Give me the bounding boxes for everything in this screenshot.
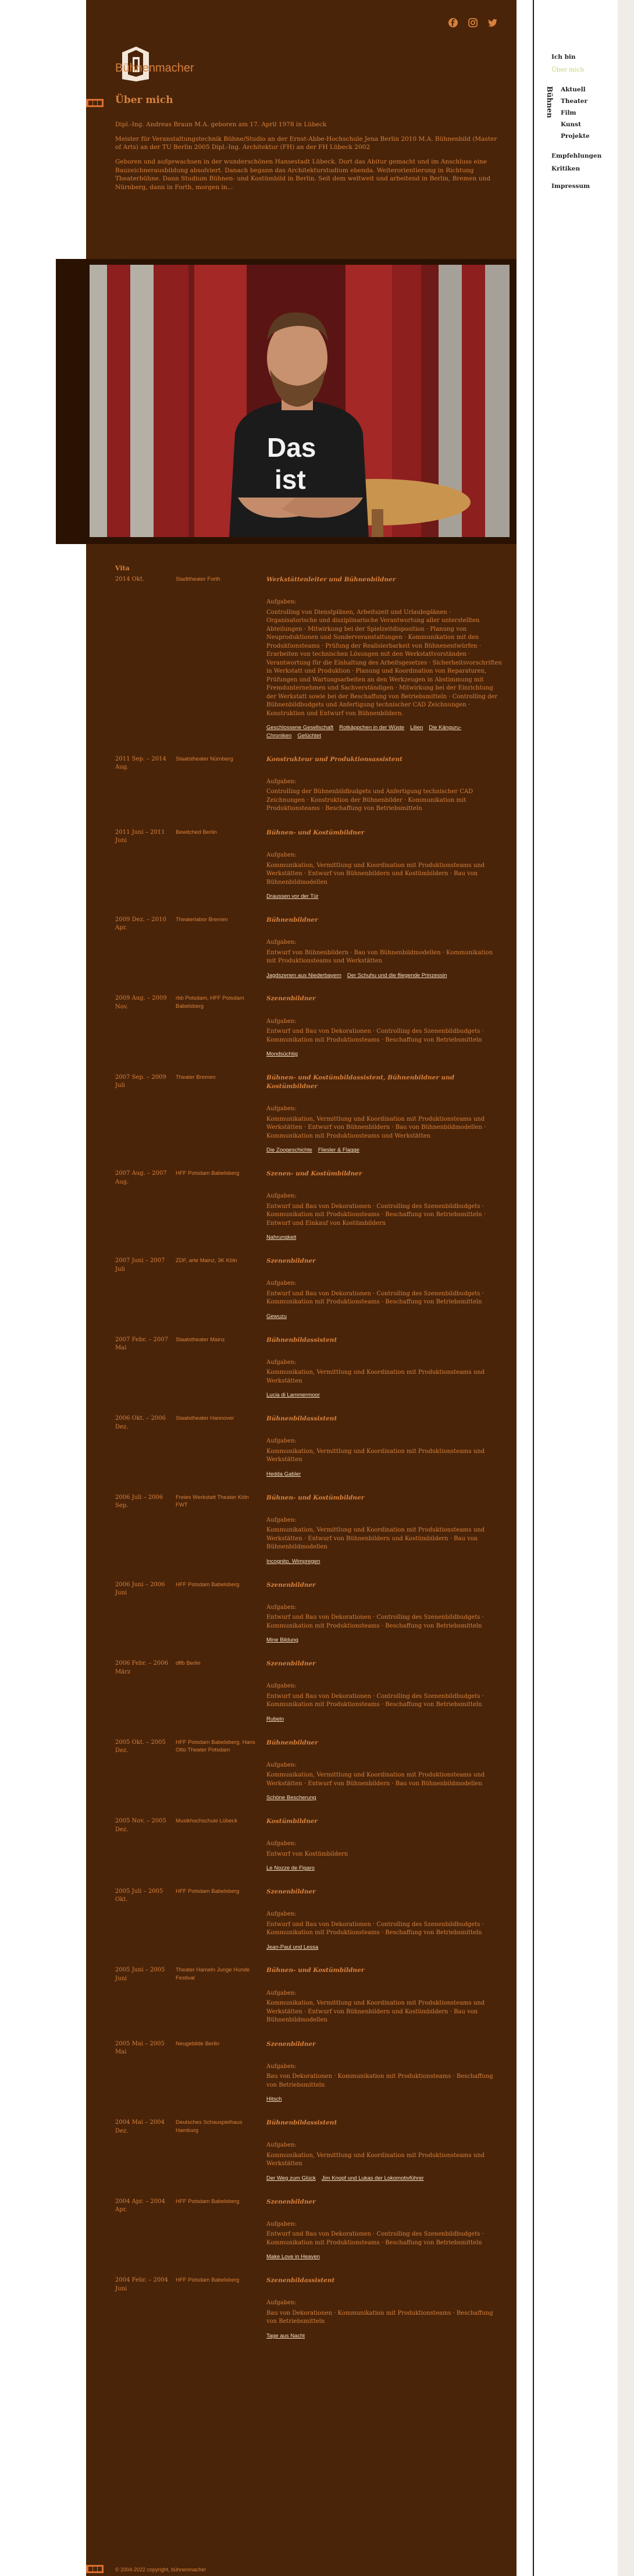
vita-organization: Staatstheater Hannover [176, 1415, 234, 1422]
vita-projects [266, 1470, 503, 1479]
vita-date: 2004 Febr. – 2004 Juni [115, 2277, 169, 2292]
project-link[interactable]: Draussen vor der Tür [266, 893, 319, 900]
portrait-frame [56, 259, 517, 544]
svg-text:ist: ist [275, 464, 306, 495]
vita-role: Szenenbildassistent [266, 2277, 335, 2284]
project-link[interactable]: Nahrungkeit [266, 1234, 297, 1241]
vita-projects [266, 1146, 503, 1154]
vita-tasks: Kommunikation, Vermittlung und Koordination mit Produktionsteams und Werkstätten · Entwurf von Bühnenbildern und Kostümbildern · Bau von Bühnenbildmodellen [266, 862, 485, 886]
vita-details [266, 829, 503, 916]
vita-entry [115, 1817, 503, 1888]
vita-entry [115, 1739, 503, 1817]
sidebar-item-aktuell[interactable]: Aktuell [561, 86, 586, 93]
footer-text: © 2004-2022 copyright, bühnenmacher [115, 2567, 206, 2573]
vita-date: 2004 Apr. – 2004 Apr. [115, 2198, 165, 2213]
vita-role: Bühnen- und Kostümbildassistent, Bühnenbildner und Kostümbildner [266, 1074, 455, 1090]
sidebar-item-kunst[interactable]: Kunst [561, 121, 581, 128]
vita-role: Werkstättenleiter und Bühnenbildner [266, 576, 396, 583]
vita-entry [115, 1660, 503, 1738]
tasks-label: Aufgaben: [266, 778, 297, 785]
project-link[interactable]: Der Weg zum Glück [266, 2175, 316, 2181]
vita-date: 2009 Dez. – 2010 Apr. [115, 916, 166, 932]
tasks-label: Aufgaben: [266, 1761, 297, 1768]
project-link[interactable]: Hedda Gabler [266, 1470, 301, 1477]
vita-date: 2011 Sep. – 2014 Aug. [115, 755, 166, 771]
vita-entry [115, 829, 503, 916]
vita-entry [115, 2198, 503, 2276]
project-link[interactable]: Mondsüchtig [266, 1051, 298, 1058]
vita-tasks: Kommunikation, Vermittlung und Koordination mit Produktionsteams und Werkstätten · Entwurf von Bühnenbildern · Bau von Bühnenbildmodellen · Kommunikation mit Produktionsteams und Werkstätten [266, 1115, 486, 1139]
vita-tasks: Bau von Dekorationen · Kommunikation mit Produktionsteams · Beschaffung von Betriebsmitteln [266, 2073, 493, 2088]
twitter-icon[interactable] [487, 17, 498, 28]
vita-projects [266, 2332, 503, 2340]
vita-entry [115, 1415, 503, 1493]
vita-role: Szenen- und Kostümbildner [266, 1170, 362, 1178]
project-link[interactable]: Lucia di Lammermoor [266, 1392, 320, 1399]
vita-entry [115, 994, 503, 1073]
vita-projects [266, 1636, 503, 1644]
section-marker [86, 99, 104, 107]
project-link[interactable]: Lilien [410, 724, 423, 731]
sidebar-edge [618, 0, 634, 2576]
tasks-label: Aufgaben: [266, 939, 297, 946]
vita-organization: Freies Werkstatt Theater Köln FWT [176, 1494, 249, 1509]
vita-organization: HFF Potsdam Babelsberg [176, 2277, 240, 2284]
vita-tasks: Kommunikation, Vermittlung und Koordination mit Produktionsteams und Werkstätten [266, 2152, 485, 2168]
vita-role: Bühnenbildner [266, 916, 318, 923]
vita-role: Szenenbildner [266, 2198, 316, 2205]
vita-details [266, 1739, 503, 1817]
social-links [448, 17, 498, 28]
vita-organization: HFF Potsdam Babelsberg, Hans Otto Theater Potsdam [176, 1739, 255, 1754]
vita-date: 2009 Aug. – 2009 Nov. [115, 995, 167, 1010]
vita-projects [266, 972, 503, 980]
vita-role: Szenenbildner [266, 1581, 316, 1589]
vita-entry [115, 2276, 503, 2355]
vita-organization: ZDF, arte Mainz, 3K Köln [176, 1257, 237, 1264]
vita-entry [115, 1966, 503, 2040]
tasks-label: Aufgaben: [266, 1683, 297, 1690]
project-link[interactable]: Der Schuhu und die fliegende Prinzessin [347, 972, 447, 979]
vita-date: 2006 Febr. – 2006 März [115, 1660, 169, 1675]
vita-details [266, 1257, 503, 1335]
vita-date: 2011 Juni – 2011 Juni [115, 829, 165, 844]
vita-role: Kostümbildner [266, 1818, 318, 1825]
vita-entry [115, 575, 503, 755]
vita-tasks: Controlling von Dienstplänen, Arbeitszeit und Urlaubsplänen · Organisatorische und disziplinarische Verantwortung aller unterstellten Abteilungen · Mitwirkung bei der Spielzeitdisposition · Planung von Neuproduktionen und Sonderveranstaltungen · Kommunikation mit den Produktionsteams · Prüfung der Realisierbarkeit von Bühnenentwürfen · Erarbeiten von technischen Lösungen mit den Werkstattvorständen · Verantwortung für die Einhaltung des Arbeitsgesetzes · Sicherheitsvorschriften in Werkstatt und Produktion · Planung und Koordination von Reparaturen, Prüfungen und Wartungsarbeiten an den Werkzeugen in Abstimmung mit Fremdunternehmen und Sachverständigen · Mitwirkung bei der Einrichtung der Werkstatt sowie bei der Beschaffung von Betriebsmitteln · Controlling der Bühnenbildbudgets und Anfertigung technischer CAD Zeichnungen · Konstruktion und Entwurf von Bühnenbildern. [266, 609, 502, 717]
project-link[interactable]: Geschlossene Gesellschaft [266, 724, 334, 731]
tasks-label: Aufgaben: [266, 1989, 297, 1996]
tasks-label: Aufgaben: [266, 1018, 297, 1025]
vita-organization: Staatstheater Nürnberg [176, 755, 233, 762]
vita-projects [266, 1943, 503, 1952]
project-link[interactable]: Die Zoogeschichte [266, 1147, 312, 1154]
project-link[interactable]: Rubeln [266, 1715, 284, 1722]
vita-organization: HFF Potsdam Babelsberg [176, 2198, 240, 2205]
bio-text [115, 120, 503, 198]
vita-details [266, 1888, 503, 1966]
vita-entry [115, 1074, 503, 1170]
vita-tasks: Kommunikation, Vermittlung und Koordination mit Produktionsteams und Werkstätten [266, 1369, 485, 1384]
project-link[interactable]: Make Love in Heaven [266, 2254, 320, 2261]
vita-organization: Theater Bremen [176, 1074, 216, 1081]
vita-projects [266, 1050, 503, 1058]
vita-details [266, 1415, 503, 1493]
project-link[interactable]: Hitsch [266, 2096, 282, 2103]
project-link[interactable]: Mine Bildung [266, 1637, 298, 1644]
bio-paragraph: Meister für Veranstaltungstechnik Bühne/Studio an der Ernst-Abbe-Hochschule Jena Berlin 2010 M.A. Bühnenbild (Master of Arts) an der TU Berlin 2005 Dipl.-Ing. Architektur (FH) an der FH Lübeck 2002 [115, 135, 497, 151]
vita-tasks: Entwurf und Bau von Dekorationen · Controlling des Szenenbildbudgets · Kommunikation mit Produktionsteams · Beschaffung von Betriebsmitteln [266, 1921, 484, 1937]
vita-tasks: Entwurf und Bau von Dekorationen · Controlling des Szenenbildbudgets · Kommunikation mit Produktionsteams · Beschaffung von Betriebsmitteln [266, 1290, 484, 1306]
vita-date: 2004 Mai – 2004 Dez. [115, 2119, 165, 2134]
vita-tasks: Bau von Dekorationen · Kommunikation mit Produktionsteams · Beschaffung von Betriebsmitteln [266, 2309, 493, 2325]
vita-role: Szenenbildner [266, 1660, 316, 1668]
sidebar-item-projekte[interactable]: Projekte [561, 133, 590, 140]
vita-entry [115, 2119, 503, 2197]
vita-organization: HFF Potsdam Babelsberg [176, 1888, 240, 1895]
project-link[interactable]: Fliesler & Flagge [318, 1147, 359, 1154]
vita-organization: Neugebilde Berlin [176, 2040, 219, 2047]
vita-role: Konstrukteur und Produktionsassistent [266, 755, 403, 763]
project-link[interactable]: Tage aus Nacht [266, 2332, 305, 2339]
vita-date: 2006 Okt. – 2006 Dez. [115, 1415, 166, 1430]
vita-details [266, 1817, 503, 1888]
project-link[interactable]: Incognito, Wimpregen [266, 1558, 320, 1565]
tasks-label: Aufgaben: [266, 1604, 297, 1611]
bio-paragraph: Geboren und aufgewachsen in der wunderschönen Hansestadt Lübeck. Dort das Abitur gemacht und im Anschluss eine Bauzeichnerausbildung absolviert. Danach begann das Architekturstudium ebenda. Weiterorientierung in Richtung Theaterbühne. Dann Studium Bühnen- und Kostümbild in Berlin. Seit dem weltweit und arbeitend in Berlin, Bremen und Nürnberg, dann in Forth, morgen in... [115, 158, 491, 191]
vita-date: 2007 Juni – 2007 Juli [115, 1257, 165, 1273]
vita-organization: Theaterlabor Bremen [176, 916, 228, 923]
instagram-icon[interactable] [468, 17, 478, 28]
vita-role: Szenenbildner [266, 995, 316, 1003]
vita-details [266, 2276, 503, 2355]
tasks-label: Aufgaben: [266, 2142, 297, 2149]
project-link[interactable]: Jagdszenen aus Niederbayern [266, 972, 341, 979]
vita-details [266, 1336, 503, 1415]
vita-entry [115, 1494, 503, 1581]
vita-projects [266, 2175, 503, 2183]
vita-section [115, 564, 503, 2355]
vita-tasks: Kommunikation, Vermittlung und Koordination mit Produktionsteams und Werkstätten · Entwurf von Bühnenbildern · Bau von Bühnenbildmodellen [266, 1772, 485, 1787]
sidebar-item-kritiken[interactable]: Kritiken [551, 165, 580, 172]
vita-date: 2014 Okt. [115, 576, 145, 582]
bio-paragraph: Dipl.-Ing. Andreas Braun M.A. geboren am 17. April 1978 in Lübeck [115, 121, 327, 128]
vita-projects [266, 1864, 503, 1873]
svg-text:Das: Das [267, 432, 316, 463]
vita-tasks: Entwurf und Bau von Dekorationen · Controlling des Szenenbildbudgets · Kommunikation mit Produktionsteams · Beschaffung von Betriebsmitteln [266, 1693, 484, 1708]
sidebar-item-film[interactable]: Film [561, 109, 576, 116]
vita-date: 2005 Juli – 2005 Okt. [115, 1888, 163, 1903]
vita-tasks: Controlling der Bühnenbildbudgets und Anfertigung technischer CAD Zeichnungen · Konstruktion der Bühnenbilder · Kommunikation mit Produktionsteams · Beschaffung von Betriebsmitteln [266, 788, 473, 812]
vita-projects [266, 2095, 503, 2104]
vita-date: 2005 Mai – 2005 Mai [115, 2040, 165, 2056]
vita-details [266, 1660, 503, 1738]
vita-details [266, 575, 503, 755]
vita-projects [266, 724, 503, 740]
facebook-icon[interactable] [448, 17, 458, 28]
vita-organization: rbb Potsdam, HFF Potsdam Babelsberg [176, 995, 244, 1010]
tasks-label: Aufgaben: [266, 852, 297, 859]
vita-date: 2006 Juli – 2006 Sep. [115, 1494, 163, 1509]
tasks-label: Aufgaben: [266, 2300, 297, 2307]
vita-tasks: Entwurf und Bau von Dekorationen · Controlling des Szenenbildbudgets · Kommunikation mit Produktionsteams · Beschaffung von Betriebsmitteln · Entwurf und Einkauf von Kostümbildern [266, 1203, 486, 1227]
tasks-label: Aufgaben: [266, 1438, 297, 1445]
vita-projects [266, 1391, 503, 1399]
site-title[interactable]: Bühnenmacher [115, 62, 194, 74]
vita-details [266, 1074, 503, 1170]
vita-role: Szenenbildner [266, 1257, 316, 1265]
vita-organization: dffb Berlin [176, 1660, 201, 1667]
vita-tasks: Kommunikation, Vermittlung und Koordination mit Produktionsteams und Werkstätten [266, 1448, 485, 1463]
vita-entry [115, 916, 503, 994]
portrait-photo [90, 265, 510, 537]
main-content [86, 0, 517, 2576]
vita-organization: Staatstheater Mainz [176, 1336, 225, 1343]
vita-tasks: Entwurf und Bau von Dekorationen · Controlling des Szenenbildbudgets · Kommunikation mit Produktionsteams · Beschaffung von Betriebsmitteln [266, 2231, 484, 2246]
vita-details [266, 1966, 503, 2040]
footer-marker [86, 2565, 104, 2573]
vita-tasks: Kommunikation, Vermittlung und Koordination mit Produktionsteams und Werkstätten · Entwurf von Bühnenbildern und Kostümbildern · Bau von Bühnenbildmodellen [266, 1527, 485, 1551]
vita-projects [266, 1558, 503, 1566]
vita-role: Bühnen- und Kostümbildner [266, 1967, 365, 1974]
sidebar-item-ich-bin[interactable]: Ich bin [551, 54, 576, 61]
vita-projects [266, 1794, 503, 1802]
vita-organization: Musikhochschule Lübeck [176, 1818, 238, 1824]
vita-role: Szenenbildner [266, 2040, 316, 2048]
project-link[interactable]: Gelüchtet [297, 732, 321, 739]
tasks-label: Aufgaben: [266, 1280, 297, 1287]
vita-role: Bühnen- und Kostümbildner [266, 829, 365, 836]
page-title: Über mich [115, 94, 173, 106]
vita-date: 2007 Aug. – 2007 Aug. [115, 1170, 167, 1185]
vita-date: 2005 Juni – 2005 Juni [115, 1967, 165, 1982]
vita-entry [115, 1257, 503, 1335]
tasks-label: Aufgaben: [266, 1911, 297, 1918]
vita-role: Bühnen- und Kostümbildner [266, 1494, 365, 1501]
sidebar-divider [533, 0, 534, 2576]
vita-role: Bühnenbildassistent [266, 1415, 337, 1423]
vita-tasks: Entwurf und Bau von Dekorationen · Controlling des Szenenbildbudgets · Kommunikation mit Produktionsteams · Beschaffung von Betriebsmitteln [266, 1028, 484, 1043]
vita-role: Bühnenbildner [266, 1739, 318, 1746]
vita-details [266, 2119, 503, 2197]
vita-organization: HFF Potsdam Babelsberg [176, 1170, 240, 1177]
vita-details [266, 2040, 503, 2119]
vita-projects [266, 1234, 503, 1242]
tasks-label: Aufgaben: [266, 1193, 297, 1200]
tasks-label: Aufgaben: [266, 2220, 297, 2227]
project-link[interactable]: Die Känguru-Chroniken [266, 724, 462, 739]
sidebar-item-empfehlungen[interactable]: Empfehlungen [551, 152, 602, 159]
sidebar-item-impressum[interactable]: Impressum [551, 183, 590, 190]
sidebar-vertical-label: Bühnen [546, 86, 554, 118]
vita-organization: HFF Potsdam Babelsberg [176, 1581, 240, 1588]
tasks-label: Aufgaben: [266, 1359, 297, 1366]
project-link[interactable]: Le Nozze de Figaro [266, 1865, 315, 1872]
tasks-label: Aufgaben: [266, 2063, 297, 2070]
sidebar-item-theater[interactable]: Theater [561, 98, 587, 105]
vita-details [266, 1494, 503, 1581]
project-link[interactable]: Gewuzu [266, 1313, 287, 1320]
vita-entry [115, 2040, 503, 2119]
vita-date: 2006 Juni – 2006 Juni [115, 1581, 165, 1597]
vita-entry [115, 1336, 503, 1415]
sidebar [533, 0, 634, 2576]
sidebar-item-ueber-mich[interactable]: Über mich [551, 66, 585, 73]
project-link[interactable]: Jean-Paul und Lessa [266, 1943, 319, 1950]
tasks-label: Aufgaben: [266, 599, 297, 606]
tasks-label: Aufgaben: [266, 1106, 297, 1113]
vita-tasks: Entwurf und Bau von Dekorationen · Controlling des Szenenbildbudgets · Kommunikation mit Produktionsteams · Beschaffung von Betriebsmitteln [266, 1614, 484, 1629]
vita-organization: Bewitched Berlin [176, 829, 217, 836]
vita-role: Bühnenbildassistent [266, 2119, 337, 2127]
vita-title: Vita [115, 564, 130, 572]
vita-details [266, 916, 503, 994]
vita-entry [115, 755, 503, 829]
vita-projects [266, 893, 503, 901]
vita-date: 2005 Nov. – 2005 Dez. [115, 1818, 166, 1833]
vita-role: Szenenbildner [266, 1888, 316, 1895]
vita-organization: Theater Hameln Junge Hunde Festival [176, 1967, 250, 1982]
vita-role: Bühnenbildassistent [266, 1336, 337, 1344]
vita-entry [115, 1581, 503, 1660]
vita-details [266, 1581, 503, 1660]
tasks-label: Aufgaben: [266, 1840, 297, 1847]
vita-details [266, 2198, 503, 2276]
vita-tasks: Kommunikation, Vermittlung und Koordination mit Produktionsteams und Werkstätten · Entwurf von Bühnenbildern und Kostümbildern · Bau von Bühnenbildmodellen [266, 2000, 485, 2024]
vita-projects [266, 1715, 503, 1724]
vita-projects [266, 2253, 503, 2261]
vita-entry [115, 1170, 503, 1257]
vita-entry [115, 1888, 503, 1966]
tasks-label: Aufgaben: [266, 1516, 297, 1523]
vita-date: 2007 Sep. – 2009 Juli [115, 1074, 166, 1089]
vita-organization: Deutsches Schauspielhaus Hamburg [176, 2119, 243, 2134]
vita-details [266, 1170, 503, 1257]
vita-details [266, 755, 503, 829]
vita-tasks: Entwurf von Bühnenbildern · Bau von Bühnenbildmodellen · Kommunikation mit Produktionsteams und Werkstätten [266, 949, 493, 965]
vita-projects [266, 1313, 503, 1321]
project-link[interactable]: Schöne Bescherung [266, 1795, 316, 1802]
vita-details [266, 994, 503, 1073]
vita-organization: Stadttheater Forth [176, 576, 220, 582]
vita-tasks: Entwurf von Kostümbildern [266, 1850, 348, 1857]
project-link[interactable]: Jim Knopf und Lukas der Lokomotivführer [321, 2175, 424, 2181]
project-link[interactable]: Rotkäppchen in der Wüste [339, 724, 405, 731]
vita-date: 2005 Okt. – 2005 Dez. [115, 1739, 166, 1754]
vita-date: 2007 Febr. – 2007 Mai [115, 1336, 169, 1352]
